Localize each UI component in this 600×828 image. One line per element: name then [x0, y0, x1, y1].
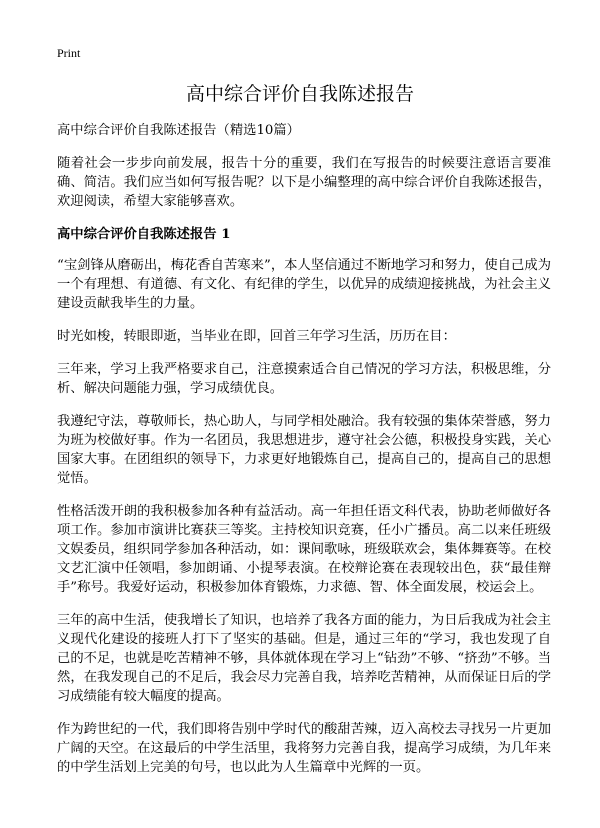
body-paragraph: 时光如梭，转眼即逝，当毕业在即，回首三年学习生活，历历在目：: [57, 329, 456, 344]
body-paragraph: 作为跨世纪的一代，我们即将告别中学时代的酸甜苦辣，迈入高校去寻找另一片更加广阔的天空。在这最后的中学生活里，我将努力完善自我，提高学习成绩，为几年来的中学生活划上完美的句号，也以此为人生篇章中光辉的一页。: [57, 722, 551, 775]
body-paragraph: 我遵纪守法，尊敬师长，热心助人，与同学相处融洽。我有较强的集体荣誉感，努力为班为校做好事。作为一名团员，我思想进步，遵守社会公德，积极投身实践，关心国家大事。在团组织的领导下，力求更好地锻炼自己，提高自己的，提高自己的思想觉悟。: [57, 414, 551, 486]
document-title: 高中综合评价自我陈述报告: [185, 83, 414, 105]
intro-paragraph: 随着社会一步步向前发展，报告十分的重要，我们在写报告的时候要注意语言要准确、简洁。我们应当如何写报告呢？以下是小编整理的高中综合评价自我陈述报告，欢迎阅读，希望大家能够喜欢。: [57, 156, 551, 209]
body-paragraph: 三年来，学习上我严格要求自己，注意摸索适合自己情况的学习方法，积极思维，分析、解决问题能力强，学习成绩优良。: [57, 362, 551, 396]
body-paragraph: 三年的高中生活，使我增长了知识，也培养了我各方面的能力，为日后我成为社会主义现代化建设的接班人打下了坚实的基础。但是，通过三年的“学习，我也发现了自己的不足，也就是吃苦精神不够，具体就体现在学习上“钻劲”不够、“挤劲”不够。当然，在我发现自己的不足后，我会尽力完善自我，培养吃苦精神，从而保证日后的学习成绩能有较大幅度的提高。: [57, 613, 551, 704]
print-link[interactable]: Print: [57, 46, 81, 60]
section-heading: 高中综合评价自我陈述报告 1: [57, 227, 231, 242]
body-paragraph: “宝剑锋从磨砺出，梅花香自苦寒来”，本人坚信通过不断地学习和努力，使自己成为一个有理想、有道德、有文化、有纪律的学生，以优异的成绩迎接挑战，为社会主义建设贡献我毕生的力量。: [57, 258, 551, 311]
body-paragraph: 性格活泼开朗的我积极参加各种有益活动。高一年担任语文科代表，协助老师做好各项工作。参加市演讲比赛获三等奖。主持校知识竞赛，任小广播员。高二以来任班级文娱委员，组织同学参加各种活动，如：课间歌咏，班级联欢会，集体舞赛等。在校文艺汇演中任领唱，参加朗诵、小提琴表演。在校辩论赛在表现较出色，获“最佳辩手”称号。我爱好运动，积极参加体育锻炼，力求德、智、体全面发展，校运会上。: [57, 504, 551, 595]
document-subtitle: 高中综合评价自我陈述报告（精选10篇）: [57, 123, 300, 138]
document-body: [57, 121, 551, 791]
